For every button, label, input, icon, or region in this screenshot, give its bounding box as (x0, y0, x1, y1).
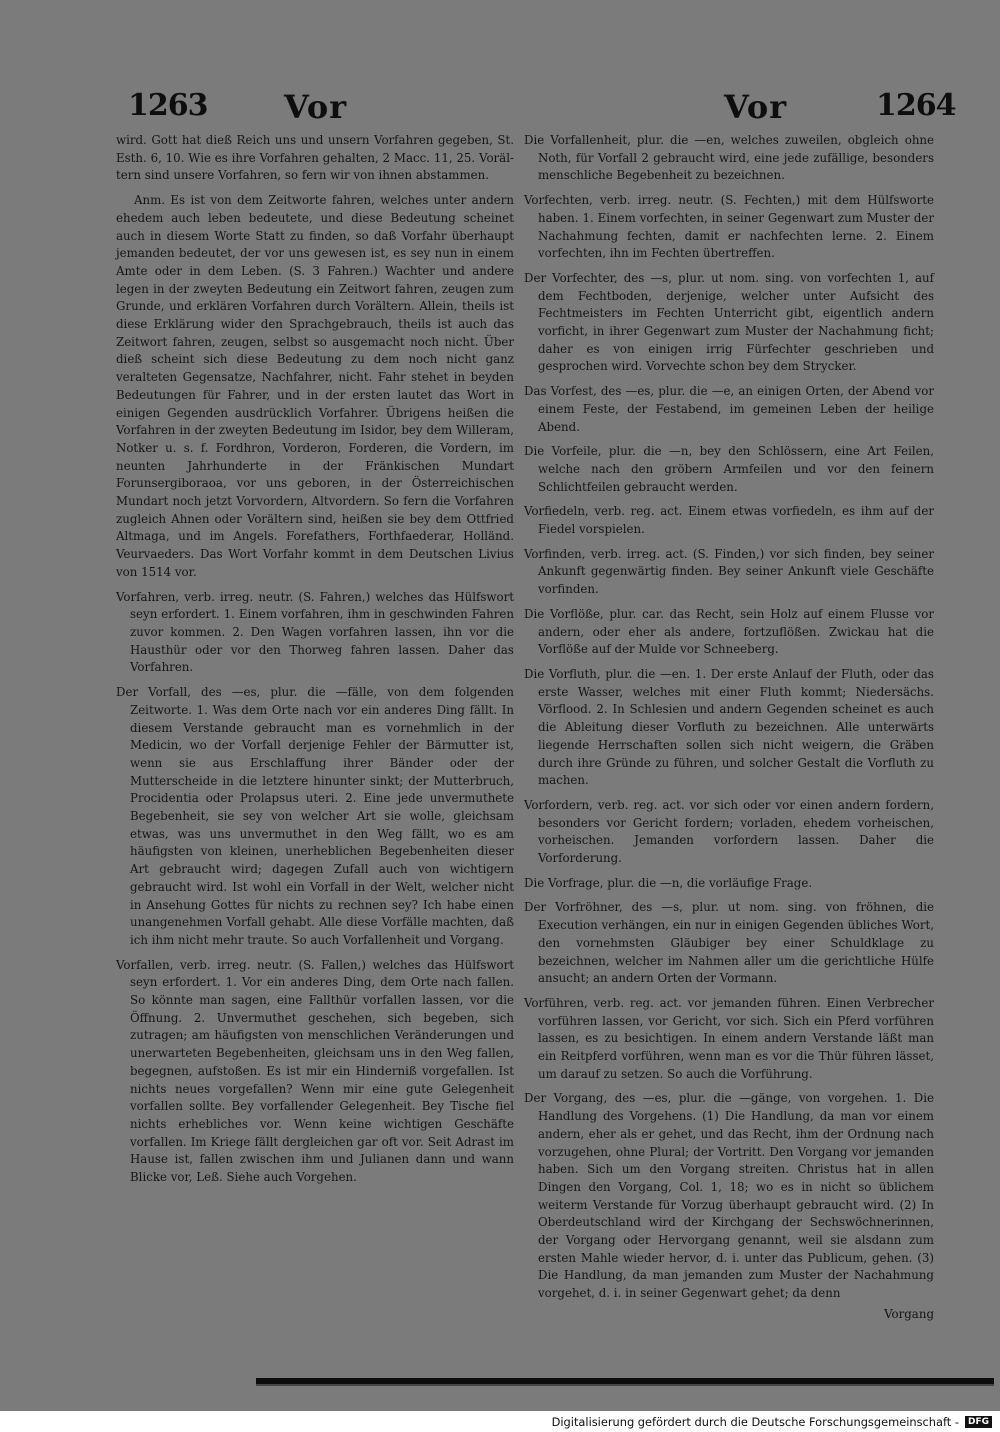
left-running-head: Vor (284, 88, 348, 126)
funding-note: Digitalisierung gefördert durch die Deutsche Forschungsgemeinschaft - (551, 1415, 959, 1429)
right-entry: Vorfechten, verb. irreg. neutr. (S. Fechten,) mit dem Hülfsworte haben. 1. Einem vorfechten, in seiner Gegenwart zum Muster der Nachahmung fechten, damit er nachfechten lerne. 2. Einem vorfechten, ihn im Fechten übertreffen. (524, 193, 934, 261)
left-column (116, 132, 514, 1194)
left-page-number: 1263 (128, 88, 208, 123)
right-entry: Die Vorfrage, plur. die —n, die vorläufige Frage. (524, 875, 813, 890)
page-bottom-rule-shadow (256, 1384, 994, 1386)
left-entry: Der Vorfall, des —es, plur. die —fälle, von dem folgenden Zeitworte. 1. Was dem Orte nach vor ein anderes Ding fällt. In diesem Verstande gebraucht man es vornehmlich in der Medicin, wo der Vorfall derjenige Fehler der Bärmutter ist, wenn sie aus Erschlaffung ihrer Bänder oder der Mutterscheide in die letztere hinunter sinkt; der Mutterbruch, Procidentia oder Prolapsus uteri. 2. Eine jede unvermuthete Begebenheit, sie sey von welcher Art sie wolle, gleichsam etwas, was uns unvermuthet in den Weg fällt, wo es am häufigsten von kleinen, unerheblichen Begebenheiten dieser Art gebraucht wird; dagegen Zufall auch von wichtigern gebraucht wird. Ist wohl ein Vorfall in der Welt, welcher nicht in Ansehung Gottes für nichts zu rechnen sey? Ich habe einen unangenehmen Vorfall gehabt. Alle diese Vorfälle machten, daß ich ihm nicht mehr traute. So auch Vorfallenheit und Vorgang. (116, 685, 514, 947)
right-entry: Vorfinden, verb. irreg. act. (S. Finden,) vor sich finden, bey seiner Ankunft gegenwärtig finden. Bey seiner Ankunft viele Geschäfte vorfinden. (524, 546, 934, 597)
right-entry: Vorführen, verb. reg. act. vor jemanden führen. Einen Verbrecher vorführen lassen, vor Gericht, vor sich. Sich ein Pferd vorführen lassen, es zu besichtigen. In einem andern Verstande läßt man ein Reitpferd vorführen, wenn man es vor die Thür führen lässet, um darauf zu setzen. So auch die Vorführung. (524, 995, 934, 1081)
right-entry: Die Vorflöße, plur. car. das Recht, sein Holz auf einem Flusse vor andern, oder eher als andere, fortzuflößen. Zwickau hat die Vorflöße auf der Mulde vor Schneeberg. (524, 606, 934, 657)
right-page-number: 1264 (876, 88, 956, 123)
left-entry: Vorfahren, verb. irreg. neutr. (S. Fahren,) welches das Hülfswort seyn erfordert. 1. Einem vorfahren, ihm in geschwinden Fahren zuvor kommen. 2. Den Wagen vorfahren lassen, ihn vor die Hausthür oder vor den Thorweg fahren lassen. Daher das Vorfahren. (116, 589, 514, 675)
dfg-logo: DFG (965, 1416, 992, 1428)
right-entry: Der Vorfechter, des —s, plur. ut nom. sing. von vorfechten 1, auf dem Fechtboden, derjenige, welcher unter Aufsicht des Fechtmeisters im Fechten Unterricht gibt, eigentlich andern vorficht, in ihrer Gegenwart zum Muster der Nachahmung ficht; daher es von einigen irrig Fürfechter geschrieben und gesprochen wird. Vorvechte schon bey dem Strycker. (524, 270, 934, 374)
right-entry: Der Vorgang, des —es, plur. die —gänge, von vorgehen. 1. Die Handlung des Vorgehens. (1) Die Handlung, da man vor einem andern, eher als er gehet, und das Recht, ihm der Ordnung nach vorzugehen, ohne Plural; der Vortritt. Den Vorgang vor jemanden haben. Sich um den Vorgang streiten. Christus hat in allen Dingen den Vorgang, Col. 1, 18; wo es in nicht so üblichem weiterm Verstande für Vorzug überhaupt gebraucht wird. (2) In Oberdeutschland wird der Kirchgang der Sechswöchnerinnen, der Vorgang oder Hervorgang genannt, weil sie alsdann zum ersten Mahle wieder hervor, d. i. unter das Publicum, gehen. (3) Die Handlung, da man jemanden zum Muster der Nachahmung vorgehet, d. i. in seiner Gegenwart gehet; da denn (524, 1091, 934, 1301)
right-entry: Der Vorfröhner, des —s, plur. ut nom. sing. von fröhnen, die Execution verhängen, ein nur in einigen Gegenden übliches Wort, den vornehmsten Gläubiger bey einer Schuldklage zu bezeichnen, welcher im Nahmen aller um die gerichtliche Hülfe ansucht; an andern Orten der Vormann. (524, 900, 934, 986)
catchword: Vorgang (884, 1306, 934, 1321)
right-column (524, 132, 934, 1324)
right-entry: Das Vorfest, des —es, plur. die —e, an einigen Orten, der Abend vor einem Feste, der Festabend, im gemeinen Leben der heilige Abend. (524, 384, 934, 434)
right-running-head: Vor (724, 88, 788, 126)
funding-footer (552, 1414, 992, 1430)
left-entry: wird. Gott hat dieß Reich uns und unsern Vorfahren gegeben, St. Esth. 6, 10. Wie es ihre Vorfahren gehalten, 2 Macc. 11, 25. Vorältern sind unsere Vorfahren, so fern wir von ihnen abstammen. (116, 133, 514, 183)
left-entry: Vorfallen, verb. irreg. neutr. (S. Fallen,) welches das Hülfswort seyn erfordert. 1. Vor ein anderes Ding, dem Orte nach fallen. So könnte man sagen, eine Fallthür vorfallen lassen, vor die Öffnung. 2. Unvermuthet geschehen, sich begeben, sich zutragen; am häufigsten von menschlichen Veränderungen und unerwarteten Begebenheiten, gleichsam uns in den Weg fallen, begegnen, aufstoßen. Es ist mir ein Hinderniß vorgefallen. Ist nichts neues vorgefallen? Wenn mir eine gute Gelegenheit vorfallen sollte. Bey vorfallender Gelegenheit. Bey Tische fiel nichts erhebliches vor. Wenn keine wichtigen Geschäfte vorfallen. Im Kriege fällt dergleichen gar oft vor. Seit Adrast im Hause ist, fallen zwischen ihm und Julianen dann und wann Blicke vor, Leß. Siehe auch Vorgehen. (116, 957, 514, 1185)
right-entry: Die Vorfeile, plur. die —n, bey den Schlössern, eine Art Feilen, welche nach den gröbern Armfeilen und vor den feinern Schlichtfeilen gebraucht werden. (524, 444, 934, 494)
right-entry: Vorfordern, verb. reg. act. vor sich oder vor einen andern fordern, besonders vor Gericht fordern; vorladen, ehedem vorheischen, vorheischen. Jemanden vorfordern lassen. Daher die Vorforderung. (524, 797, 934, 866)
left-entry: Anm. Es ist von dem Zeitworte fahren, welches unter andern ehedem auch leben bedeutete, und diese Bedeutung scheinet auch in diesem Worte Statt zu finden, so daß Vorfahr überhaupt jemanden bedeutet, der vor uns gewesen ist, es sey nun in einem Amte oder in dem Leben. (S. 3 Fahren.) Wachter und andere legen in der zweyten Bedeutung ein Zeitwort fahren, zeugen zum Grunde, und erklären Vorfahren durch Vorältern. Allein, theils ist diese Erklärung wider den Sprachgebrauch, theils ist auch das Zeitwort fahren, zeugen, selbst so ausgemacht noch nicht. Über dieß scheint sich diese Bedeutung zu dem noch nicht ganz veralteten Gegensatze, Nachfahrer, nicht. Fahr stehet in beyden Bedeutungen für Fahrer, und in der ersten lautet das Wort in einigen Gegenden ausdrücklich Vorfahrer. Übrigens heißen die Vorfahren in der zweyten Bedeutung im Isidor, bey dem Willeram, Notker u. s. f. Fordhron, Vorderon, Forderen, die Vordern, im neunten Jahrhunderte in der Fränkischen Mundart Forunsergiboraoa, vor uns geboren, in der Österreichischen Mundart noch jetzt Vorvordern, Altvordern. So fern die Vorfahren zugleich Ahnen oder Vorältern sind, heißen sie bey dem Ottfried Altmaga, und im Angels. Forefathers, Forthfaederar, Holländ. Veurvaeders. Das Wort Vorfahr kommt in dem Deutschen Livius von 1514 vor. (116, 193, 514, 579)
right-entry: Die Vorfluth, plur. die —en. 1. Der erste Anlauf der Fluth, oder das erste Wasser, welches mit einer Fluth kommt; Niedersächs. Vörflood. 2. In Schlesien und andern Gegenden scheinet es auch die Ableitung dieser Vorfluth zu bezeichnen. Alle unterwärts liegende Herrschaften sollen sich nicht weigern, die Gräben durch ihre Gründe zu führen, und solcher Gestalt die Vorfluth zu machen. (524, 666, 934, 788)
right-entry: Vorfiedeln, verb. reg. act. Einem etwas vorfiedeln, es ihm auf der Fiedel vorspielen. (524, 504, 934, 537)
right-entry: Die Vorfallenheit, plur. die —en, welches zuweilen, obgleich ohne Noth, für Vorfall 2 gebraucht wird, eine jede zufällige, besonders menschliche Begebenheit zu bezeichnen. (524, 133, 934, 183)
